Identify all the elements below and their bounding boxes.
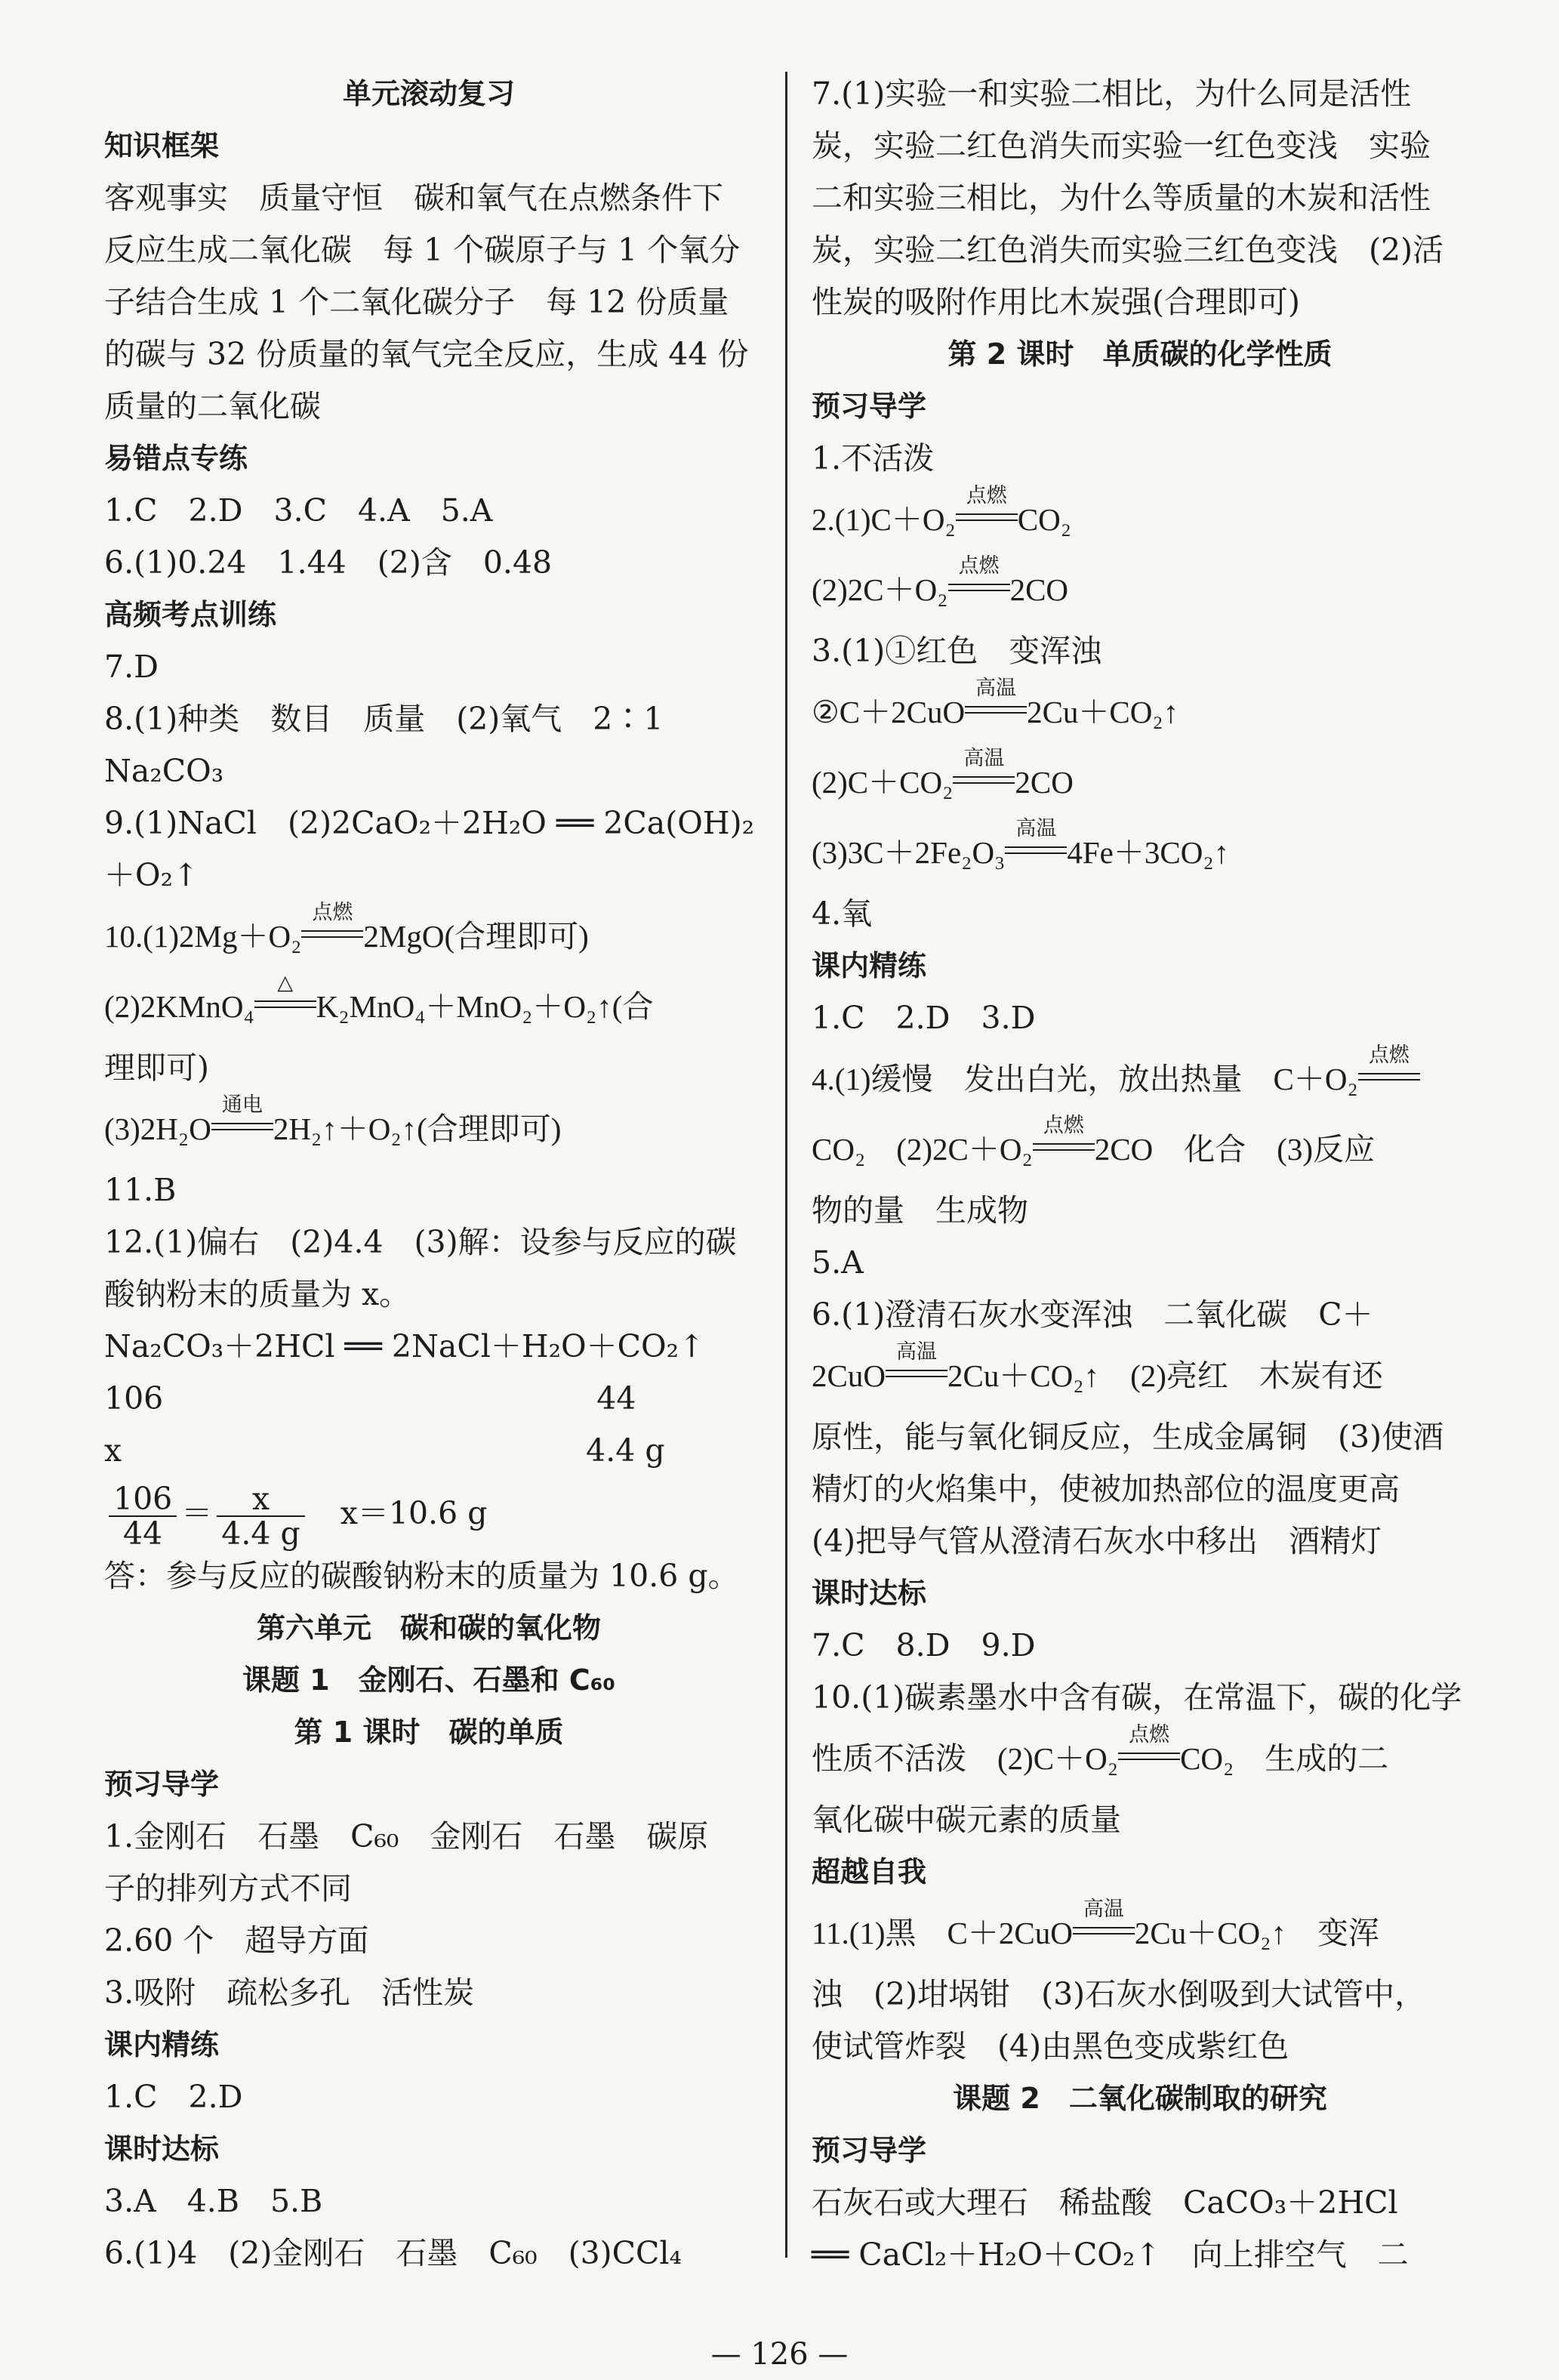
fraction-denominator: 44 (123, 1515, 163, 1552)
fraction-result: x＝10.6 g (309, 1495, 488, 1531)
right-text-line: 7.(1)实验一和实验二相比，为什么同是活性 (812, 76, 1412, 112)
left-text-line: 7.D (104, 649, 159, 685)
double-bar (1118, 1753, 1180, 1760)
right-equation-line (812, 818, 1468, 888)
left-section-heading: 单元滚动复习 (342, 77, 515, 110)
double-bar (1358, 1073, 1420, 1081)
left-text-line: 106 44 (104, 1380, 636, 1417)
page-number: — 126 — (710, 2337, 849, 2372)
reaction-condition-text: 点燃 (312, 901, 353, 924)
equation-reactants: (2)C＋CO₂ (812, 765, 954, 800)
right-text-line: 10.(1)碳素墨水中含有碳，在常温下，碳的化学 (812, 1679, 1462, 1716)
fraction (217, 1482, 304, 1550)
left-text-line: ＋O₂↑ (104, 857, 199, 893)
equation-reactants: 11.(1)黑 C＋2CuO (812, 1916, 1073, 1950)
right-text-line: 1.不活泼 (812, 440, 935, 476)
right-text-line: ══ CaCl₂＋H₂O＋CO₂↑ 向上排空气 二 (812, 2237, 1409, 2273)
reaction-condition-sign (953, 747, 1015, 793)
equation-products: CO₂ (1017, 502, 1072, 537)
left-text-line: 6.(1)4 (2)金刚石 石墨 C₆₀ (3)CCl₄ (104, 2234, 682, 2271)
left-section-heading: 知识框架 (104, 129, 220, 162)
double-bar (965, 706, 1027, 714)
left-equation-line (104, 972, 753, 1042)
double-bar (1073, 1927, 1135, 1935)
left-text-line: Na₂CO₃＋2HCl ══ 2NaCl＋H₂O＋CO₂↑ (104, 1328, 705, 1364)
right-text-line: 1.C 2.D 3.D (812, 1000, 1036, 1036)
left-section-heading: 第六单元 碳和碳的氧化物 (256, 1611, 601, 1645)
double-bar (953, 776, 1015, 784)
left-text-line: 答：参与反应的碳酸钠粉末的质量为 10.6 g。 (104, 1557, 739, 1594)
left-text-line: 子的排列方式不同 (104, 1870, 352, 1907)
reaction-condition-text: 高温 (895, 1340, 937, 1364)
reaction-condition-text: 点燃 (966, 484, 1007, 507)
right-equation-line (812, 1898, 1468, 1968)
reaction-condition-sign (965, 677, 1027, 723)
right-equation-line (812, 485, 1468, 555)
right-text-line: 7.C 8.D 9.D (812, 1627, 1036, 1663)
reaction-condition-sign (301, 901, 363, 947)
right-equation-line (812, 1114, 1468, 1185)
double-bar (948, 584, 1010, 591)
left-text-line: 6.(1)0.24 1.44 (2)含 0.48 (104, 544, 553, 581)
reaction-condition-sign (956, 484, 1018, 530)
equation-reactants: 2.(1)C＋O₂ (812, 502, 956, 537)
left-text-line: 3.吸附 疏松多孔 活性炭 (104, 1974, 475, 2011)
reaction-condition-text: 点燃 (958, 554, 1000, 578)
double-bar (254, 1000, 316, 1008)
double-bar (1005, 846, 1067, 854)
left-text-line: 质量的二氧化碳 (104, 388, 321, 424)
right-section-heading: 课题 2 二氧化碳制取的研究 (953, 2082, 1327, 2115)
double-bar (301, 930, 363, 938)
left-text-line: 12.(1)偏右 (2)4.4 (3)解：设参与反应的碳 (104, 1224, 737, 1260)
left-column (104, 68, 753, 2280)
reaction-condition-text: 高温 (963, 747, 1005, 770)
right-text-line: 石灰石或大理石 稀盐酸 CaCO₃＋2HCl (812, 2184, 1398, 2221)
equation-reactants: ②C＋2CuO (812, 695, 966, 729)
left-text-line: 的碳与 32 份质量的氧气完全反应，生成 44 份 (104, 336, 749, 372)
left-equation-line (104, 1094, 753, 1164)
left-section-heading: 课内精练 (104, 2027, 220, 2061)
left-text-line: 9.(1)NaCl (2)2CaO₂＋2H₂O ══ 2Ca(OH)₂ (104, 805, 755, 841)
equation-reactants: 性质不活泼 (2)C＋O₂ (812, 1741, 1119, 1776)
right-text-line: 6.(1)澄清石灰水变浑浊 二氧化碳 C＋ (812, 1296, 1373, 1333)
equation-products: 2CO (1009, 572, 1069, 607)
left-text-line: 1.C 2.D (104, 2078, 243, 2115)
equation-products: 2Cu＋CO₂↑ (2)亮红 木炭有还 (947, 1358, 1383, 1393)
right-equation-line (812, 1724, 1468, 1794)
left-text-line: 8.(1)种类 数目 质量 (2)氧气 2∶1 (104, 701, 664, 737)
reaction-condition-text: 点燃 (1043, 1114, 1084, 1137)
left-fraction-line (104, 1477, 753, 1550)
left-section-heading: 第 1 课时 碳的单质 (294, 1715, 564, 1749)
equation-reactants: (2)2C＋O₂ (812, 572, 948, 607)
right-text-line: 4.氧 (812, 896, 873, 932)
right-text-line: 炭，实验二红色消失而实验一红色变浅 实验 (812, 128, 1431, 164)
equals-sign: ＝ (181, 1495, 213, 1531)
reaction-condition-text: △ (277, 971, 294, 994)
left-text-line: 1.C 2.D 3.C 4.A 5.A (104, 492, 493, 529)
reaction-condition-sign (1073, 1898, 1135, 1944)
right-section-heading: 预习导学 (812, 390, 927, 423)
right-text-line: 二和实验三相比，为什么等质量的木炭和活性 (812, 180, 1431, 216)
right-text-line: (4)把导气管从澄清石灰水中移出 酒精灯 (812, 1523, 1382, 1559)
right-section-heading: 预习导学 (812, 2134, 927, 2167)
right-text-line: 5.A (812, 1244, 864, 1281)
right-section-heading: 第 2 课时 单质碳的化学性质 (947, 338, 1333, 371)
right-equation-line (812, 677, 1468, 748)
equation-products: 2MgO(合理即可) (363, 919, 589, 954)
right-equation-line (812, 555, 1468, 625)
left-text-line: 反应生成二氧化碳 每 1 个碳原子与 1 个氧分 (104, 232, 741, 268)
equation-products: 2Cu＋CO₂↑ 变浑 (1134, 1916, 1379, 1950)
reaction-condition-sign (1118, 1723, 1180, 1769)
fraction (109, 1482, 177, 1550)
double-bar (211, 1123, 273, 1130)
right-text-line: 性炭的吸附作用比木炭强(合理即可) (812, 284, 1300, 320)
reaction-condition-text: 高温 (1083, 1898, 1124, 1921)
right-section-heading: 超越自我 (812, 1855, 927, 1888)
fraction-numerator: x (217, 1482, 304, 1517)
reaction-condition-text: 通电 (221, 1093, 263, 1117)
equation-products: 2CO 化合 (3)反应 (1094, 1132, 1376, 1167)
left-section-heading: 课时达标 (104, 2132, 220, 2166)
equation-reactants: CO₂ (2)2C＋O₂ (812, 1132, 1033, 1167)
reaction-condition-sign (211, 1093, 273, 1139)
right-text-line: 氧化碳中碳元素的质量 (812, 1802, 1121, 1838)
equation-products: 4Fe＋3CO₂↑ (1067, 835, 1230, 870)
right-section-heading: 课时达标 (812, 1577, 927, 1610)
right-equation-line (812, 1044, 1468, 1114)
reaction-condition-sign (1033, 1114, 1095, 1160)
reaction-condition-text: 高温 (975, 677, 1017, 700)
equation-products: CO₂ 生成的二 (1180, 1741, 1389, 1776)
reaction-condition-sign (948, 554, 1010, 600)
right-section-heading: 课内精练 (812, 949, 927, 982)
column-divider (785, 72, 787, 2258)
reaction-condition-sign (1005, 817, 1067, 863)
reaction-condition-sign (886, 1340, 947, 1386)
left-text-line: x 4.4 g (104, 1432, 665, 1469)
equation-reactants: (3)3C＋2Fe₂O₃ (812, 835, 1006, 870)
left-section-heading: 高频考点训练 (104, 598, 277, 631)
equation-products: 2CO (1015, 765, 1074, 800)
reaction-condition-sign (254, 971, 316, 1017)
left-text-line: 子结合生成 1 个二氧化碳分子 每 12 份质量 (104, 284, 729, 320)
left-text-line: 2.60 个 超导方面 (104, 1922, 369, 1959)
equation-reactants: 2CuO (812, 1358, 886, 1393)
reaction-condition-text: 高温 (1015, 817, 1057, 840)
equation-reactants: 10.(1)2Mg＋O₂ (104, 919, 302, 954)
reaction-condition-sign (1358, 1044, 1420, 1090)
equation-reactants: 4.(1)缓慢 发出白光，放出热量 C＋O₂ (812, 1062, 1358, 1096)
right-equation-line (812, 748, 1468, 818)
double-bar (886, 1370, 947, 1377)
fraction-numerator: 106 (109, 1482, 177, 1517)
left-text-line: 理即可) (104, 1050, 209, 1086)
left-text-line: 1.金刚石 石墨 C₆₀ 金刚石 石墨 碳原 (104, 1817, 709, 1854)
right-text-line: 物的量 生成物 (812, 1192, 1028, 1229)
equation-reactants: (2)2KMnO₄ (104, 989, 254, 1024)
left-text-line: 11.B (104, 1172, 177, 1208)
equation-products: K₂MnO₄＋MnO₂＋O₂↑(合 (316, 989, 654, 1024)
left-section-heading: 易错点专练 (104, 442, 248, 475)
equation-reactants: (3)2H₂O (104, 1111, 211, 1146)
right-text-line: 炭，实验二红色消失而实验三红色变浅 (2)活 (812, 232, 1444, 268)
left-text-line: Na₂CO₃ (104, 753, 224, 789)
equation-products: 2H₂↑＋O₂↑(合理即可) (273, 1111, 562, 1146)
right-text-line: 原性，能与氧化铜反应，生成金属铜 (3)使酒 (812, 1419, 1444, 1455)
fraction-denominator: 4.4 g (221, 1515, 300, 1552)
left-text-line: 客观事实 质量守恒 碳和氧气在点燃条件下 (104, 180, 723, 216)
right-text-line: 使试管炸裂 (4)由黑色变成紫红色 (812, 2028, 1289, 2064)
left-text-line: 3.A 4.B 5.B (104, 2182, 323, 2219)
equation-products: 2Cu＋CO₂↑ (1027, 695, 1179, 729)
reaction-condition-text: 点燃 (1129, 1723, 1170, 1746)
right-column (812, 68, 1468, 2281)
reaction-condition-text: 点燃 (1368, 1044, 1410, 1067)
right-text-line: 浊 (2)坩埚钳 (3)石灰水倒吸到大试管中， (812, 1976, 1426, 2012)
left-section-heading: 预习导学 (104, 1767, 220, 1801)
double-bar (956, 513, 1018, 521)
left-equation-line (104, 902, 753, 972)
left-text-line: 酸钠粉末的质量为 x。 (104, 1276, 411, 1312)
double-bar (1033, 1143, 1095, 1151)
left-section-heading: 课题 1 金刚石、石墨和 C₆₀ (242, 1663, 616, 1697)
right-equation-line (812, 1341, 1468, 1411)
right-text-line: 精灯的火焰集中，使被加热部位的温度更高 (812, 1471, 1400, 1507)
right-text-line: 3.(1)①红色 变浑浊 (812, 633, 1102, 669)
